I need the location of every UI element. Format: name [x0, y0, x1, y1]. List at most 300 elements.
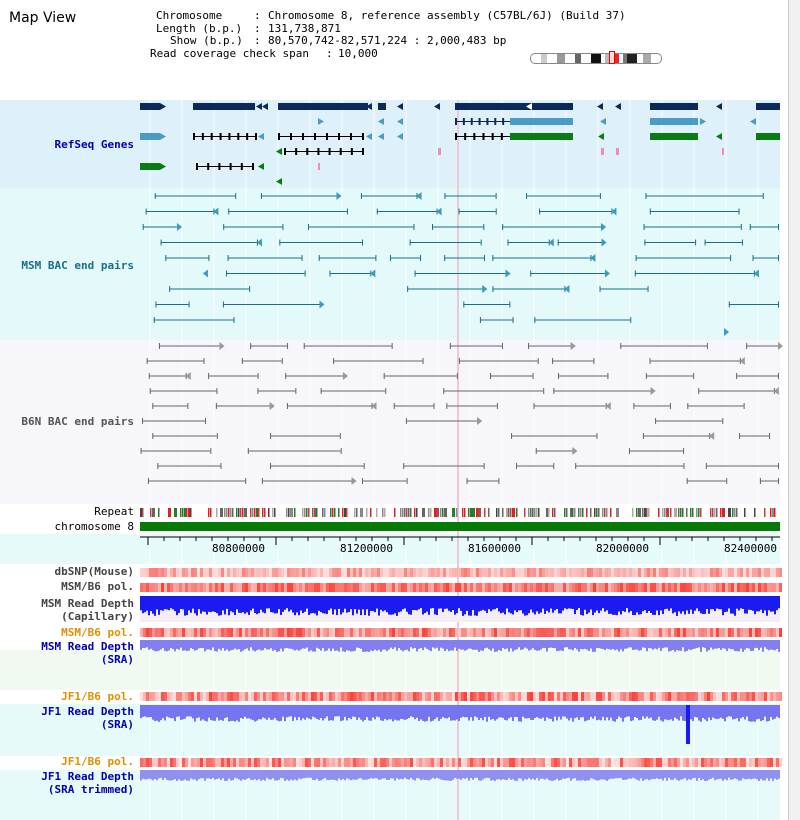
- bac-pair-end: [305, 271, 306, 277]
- heat-cell: [503, 628, 506, 637]
- repeat-mark: [700, 508, 702, 517]
- depth-bar: [712, 705, 714, 718]
- heat-cell: [329, 758, 332, 767]
- heat-cell: [467, 628, 470, 637]
- depth-bar: [698, 596, 700, 611]
- depth-bar: [382, 640, 384, 650]
- heat-cell: [470, 568, 473, 577]
- heat-cell: [632, 568, 635, 577]
- depth-bar: [180, 770, 182, 781]
- depth-bar: [504, 596, 506, 614]
- bac-pair-end: [407, 286, 408, 292]
- heat-cell: [356, 583, 359, 592]
- depth-bar: [668, 596, 670, 611]
- heat-cell: [197, 758, 200, 767]
- heat-cell: [179, 568, 182, 577]
- depth-bar: [450, 770, 452, 781]
- heat-cell: [353, 568, 356, 577]
- depth-bar: [632, 596, 634, 615]
- depth-bar: [224, 596, 226, 614]
- depth-bar: [244, 705, 246, 717]
- depth-bar: [372, 770, 374, 779]
- depth-bar: [604, 640, 606, 650]
- heat-cell: [233, 583, 236, 592]
- depth-bar: [724, 640, 726, 649]
- heat-cell: [248, 628, 251, 637]
- depth-bar: [480, 596, 482, 611]
- heat-cell: [341, 758, 344, 767]
- depth-bar: [270, 705, 272, 720]
- heat-cell: [554, 568, 557, 577]
- heat-cell: [758, 568, 761, 577]
- bac-pair-end: [375, 255, 376, 261]
- heat-cell: [707, 692, 710, 701]
- depth-bar: [454, 640, 456, 648]
- depth-bar: [350, 770, 352, 780]
- bac-pair-end: [502, 224, 503, 230]
- gene-block: [650, 133, 698, 140]
- heat-cell: [641, 628, 644, 637]
- bac-pair-end: [643, 433, 644, 439]
- heat-cell: [170, 758, 173, 767]
- heat-cell: [545, 583, 548, 592]
- bac-pair-end: [597, 433, 598, 439]
- gene-exon: [306, 148, 308, 155]
- heat-cell: [257, 758, 260, 767]
- bac-pair-end: [753, 255, 754, 261]
- heat-cell: [512, 628, 515, 637]
- depth-bar: [470, 640, 472, 649]
- depth-bar: [382, 596, 384, 611]
- depth-bar: [176, 770, 178, 781]
- depth-bar: [306, 640, 308, 648]
- bac-end-marker: [601, 223, 606, 231]
- depth-bar: [610, 596, 612, 614]
- heat-cell: [569, 628, 572, 637]
- heat-cell: [284, 692, 287, 701]
- depth-bar: [408, 640, 410, 651]
- heat-cell: [773, 692, 776, 701]
- depth-bar: [340, 705, 342, 721]
- heat-cell: [293, 583, 296, 592]
- depth-bar: [384, 770, 386, 778]
- depth-bar: [318, 770, 320, 781]
- heat-cell: [215, 628, 218, 637]
- depth-bar: [732, 770, 734, 779]
- heat-cell: [230, 628, 233, 637]
- bac-end-marker: [336, 192, 341, 200]
- depth-bar: [618, 640, 620, 652]
- depth-bar: [630, 596, 632, 611]
- depth-bar: [416, 596, 418, 610]
- depth-bar: [282, 640, 284, 651]
- bac-pair-end: [146, 209, 147, 215]
- depth-bar: [526, 705, 528, 718]
- depth-bar: [142, 705, 144, 717]
- heat-cell: [527, 583, 530, 592]
- bac-pair-end: [333, 358, 334, 364]
- depth-bar: [476, 596, 478, 616]
- gene-exon: [501, 133, 503, 140]
- msm-depth-sra-label-1: MSM Read Depth: [41, 640, 134, 653]
- depth-bar: [490, 770, 492, 781]
- depth-bar: [446, 770, 448, 780]
- depth-bar: [462, 640, 464, 650]
- depth-bar: [682, 596, 684, 611]
- depth-bar: [704, 705, 706, 719]
- depth-bar: [188, 705, 190, 716]
- bac-pair-end: [245, 478, 246, 484]
- depth-bar: [594, 705, 596, 716]
- heat-cell: [674, 628, 677, 637]
- heat-cell: [563, 568, 566, 577]
- depth-bar: [656, 705, 658, 720]
- heat-cell: [521, 628, 524, 637]
- depth-bar: [312, 596, 314, 613]
- heat-cell: [404, 692, 407, 701]
- msm-depth-cap-label-1: MSM Read Depth: [41, 597, 134, 610]
- depth-bar: [292, 770, 294, 780]
- depth-bar: [590, 705, 592, 717]
- depth-bar: [624, 705, 626, 718]
- depth-bar: [380, 705, 382, 720]
- bac-end-marker: [477, 417, 482, 425]
- heat-cell: [458, 758, 461, 767]
- heat-cell: [680, 758, 683, 767]
- heat-cell: [224, 758, 227, 767]
- depth-bar: [152, 770, 154, 780]
- depth-bar: [728, 705, 730, 716]
- heat-cell: [152, 628, 155, 637]
- depth-bar: [492, 596, 494, 610]
- depth-bar: [190, 705, 192, 717]
- heat-cell: [176, 583, 179, 592]
- heat-cell: [167, 628, 170, 637]
- depth-bar: [228, 705, 230, 721]
- bac-pair-end: [208, 255, 209, 261]
- depth-bar: [594, 640, 596, 652]
- heat-cell: [302, 583, 305, 592]
- heat-cell: [509, 758, 512, 767]
- heat-cell: [140, 692, 143, 701]
- bac-pair-end: [216, 403, 217, 409]
- depth-bar: [678, 705, 680, 720]
- depth-bar: [514, 596, 516, 610]
- heat-cell: [500, 692, 503, 701]
- depth-bar: [428, 640, 430, 650]
- depth-bar: [460, 640, 462, 650]
- gene-block: [510, 133, 573, 140]
- repeat-mark: [406, 508, 408, 517]
- depth-bar: [458, 770, 460, 779]
- heat-cell: [161, 568, 164, 577]
- depth-bar: [364, 770, 366, 780]
- msm-b6-pol2-label: MSM/B6 pol.: [61, 626, 134, 639]
- depth-bar: [338, 705, 340, 716]
- depth-bar: [580, 705, 582, 717]
- depth-bar: [328, 596, 330, 610]
- heat-cell: [701, 628, 704, 637]
- heat-cell: [284, 568, 287, 577]
- heat-cell: [749, 692, 752, 701]
- heat-cell: [389, 628, 392, 637]
- depth-bar: [180, 705, 182, 720]
- heat-cell: [482, 583, 485, 592]
- depth-bar: [526, 770, 528, 780]
- depth-bar: [774, 596, 776, 614]
- heat-cell: [176, 692, 179, 701]
- bac-pair-end: [705, 240, 706, 246]
- depth-bar: [502, 770, 504, 779]
- depth-bar: [632, 705, 634, 720]
- heat-cell: [719, 583, 722, 592]
- heat-cell: [293, 628, 296, 637]
- depth-bar: [740, 770, 742, 780]
- depth-bar: [368, 770, 370, 779]
- depth-bar: [348, 640, 350, 651]
- depth-bar: [234, 596, 236, 615]
- repeat-mark: [262, 508, 264, 517]
- heat-cell: [656, 583, 659, 592]
- heat-cell: [335, 568, 338, 577]
- bac-pair-end: [189, 302, 190, 308]
- depth-bar: [652, 770, 654, 779]
- repeat-mark: [638, 508, 641, 517]
- heat-cell: [437, 758, 440, 767]
- heat-cell: [386, 758, 389, 767]
- heat-cell: [590, 583, 593, 592]
- jf1-depth-sra-label-2: (SRA): [100, 718, 134, 731]
- depth-bar: [298, 770, 300, 778]
- heat-cell: [320, 758, 323, 767]
- bac-pair-end: [539, 209, 540, 215]
- depth-bar: [394, 705, 396, 720]
- depth-bar: [658, 640, 660, 648]
- heat-cell: [725, 628, 728, 637]
- depth-bar: [554, 596, 556, 610]
- bac-pair-end: [443, 388, 444, 394]
- depth-bar: [140, 770, 142, 780]
- gene-exon: [284, 148, 286, 155]
- heat-cell: [710, 628, 713, 637]
- bac-pair-end: [208, 373, 209, 379]
- gene-block: [650, 103, 698, 110]
- msm-depth-sra-label-2: (SRA): [100, 653, 134, 666]
- depth-bar: [170, 705, 172, 718]
- depth-bar: [436, 596, 438, 615]
- depth-bar: [422, 770, 424, 780]
- heat-cell: [206, 568, 209, 577]
- heat-cell: [299, 758, 302, 767]
- depth-bar: [294, 596, 296, 615]
- heat-cell: [584, 583, 587, 592]
- heat-cell: [779, 692, 782, 701]
- depth-bar: [338, 770, 340, 778]
- depth-bar: [242, 596, 244, 612]
- heat-cell: [779, 628, 782, 637]
- gene-exon: [252, 163, 254, 170]
- depth-bar: [432, 596, 434, 608]
- heat-cell: [776, 758, 779, 767]
- depth-bar: [450, 705, 452, 721]
- depth-bar: [272, 596, 274, 612]
- heat-cell: [335, 628, 338, 637]
- depth-bar: [582, 770, 584, 780]
- depth-bar: [520, 705, 522, 722]
- heat-cell: [560, 568, 563, 577]
- heat-cell: [191, 628, 194, 637]
- bac-pair-end: [536, 448, 537, 454]
- bac-pair-end: [169, 286, 170, 292]
- heat-cell: [539, 628, 542, 637]
- depth-bar: [468, 596, 470, 616]
- depth-bar: [756, 770, 758, 779]
- repeat-mark: [308, 508, 310, 517]
- heat-cell: [461, 758, 464, 767]
- heat-cell: [692, 583, 695, 592]
- depth-bar: [156, 596, 158, 609]
- heat-cell: [170, 628, 173, 637]
- heat-cell: [389, 692, 392, 701]
- heat-cell: [410, 568, 413, 577]
- depth-bar: [200, 640, 202, 648]
- depth-bar: [722, 596, 724, 615]
- heat-cell: [647, 692, 650, 701]
- depth-bar: [340, 596, 342, 615]
- heat-cell: [248, 583, 251, 592]
- depth-bar: [526, 596, 528, 615]
- heat-cell: [440, 692, 443, 701]
- heat-cell: [272, 568, 275, 577]
- depth-bar: [324, 770, 326, 778]
- depth-bar: [676, 596, 678, 616]
- bac-pair-end: [250, 343, 251, 349]
- bac-pair-end: [141, 448, 142, 454]
- heat-cell: [437, 692, 440, 701]
- heat-cell: [341, 692, 344, 701]
- heat-cell: [365, 758, 368, 767]
- vertical-scrollbar[interactable]: [788, 0, 800, 820]
- depth-bar: [304, 596, 306, 612]
- gene-exon: [196, 163, 198, 170]
- heat-cell: [386, 583, 389, 592]
- bac-pair-end: [154, 317, 155, 323]
- depth-bar: [410, 596, 412, 615]
- heat-cell: [401, 583, 404, 592]
- heat-cell: [287, 692, 290, 701]
- depth-bar: [414, 596, 416, 610]
- heat-cell: [638, 568, 641, 577]
- repeat-mark: [220, 508, 223, 517]
- bac-pair-end: [148, 478, 149, 484]
- depth-bar: [308, 770, 310, 778]
- depth-bar: [388, 705, 390, 719]
- depth-bar: [428, 596, 430, 615]
- depth-bar: [222, 770, 224, 778]
- depth-bar: [738, 705, 740, 721]
- heat-cell: [209, 628, 212, 637]
- depth-bar: [746, 770, 748, 779]
- depth-bar: [182, 640, 184, 651]
- depth-bar: [620, 640, 622, 649]
- repeat-mark: [312, 508, 314, 517]
- bac-end-marker: [220, 342, 225, 350]
- heat-cell: [650, 758, 653, 767]
- depth-bar: [438, 705, 440, 721]
- heat-cell: [383, 758, 386, 767]
- heat-cell: [440, 583, 443, 592]
- depth-bar: [548, 705, 550, 719]
- heat-cell: [323, 583, 326, 592]
- depth-bar: [744, 770, 746, 779]
- depth-bar: [390, 640, 392, 648]
- heat-cell: [740, 758, 743, 767]
- depth-bar: [622, 770, 624, 780]
- gene-block: [140, 133, 160, 140]
- depth-bar: [238, 640, 240, 649]
- depth-bar: [274, 596, 276, 613]
- heat-cell: [239, 568, 242, 577]
- heat-cell: [713, 568, 716, 577]
- heat-cell: [737, 692, 740, 701]
- depth-bar: [178, 705, 180, 716]
- gene-exon: [241, 163, 243, 170]
- heat-cell: [317, 568, 320, 577]
- depth-bar: [230, 770, 232, 780]
- depth-bar: [538, 640, 540, 651]
- depth-bar: [666, 705, 668, 720]
- depth-bar: [490, 596, 492, 611]
- repeat-mark: [678, 508, 680, 517]
- depth-bar: [552, 596, 554, 613]
- depth-bar: [548, 770, 550, 780]
- depth-bar: [584, 705, 586, 721]
- gene-block: [756, 133, 780, 140]
- depth-bar: [542, 640, 544, 648]
- repeat-mark: [342, 508, 344, 517]
- heat-cell: [485, 628, 488, 637]
- depth-bar: [664, 770, 666, 778]
- depth-bar: [440, 596, 442, 608]
- depth-bar: [346, 770, 348, 778]
- bac-pair-end: [362, 240, 363, 246]
- chromosome-ideogram[interactable]: [530, 53, 662, 64]
- heat-cell: [158, 692, 161, 701]
- bac-pair-end: [509, 302, 510, 308]
- gene-exon: [362, 148, 364, 155]
- depth-bar: [764, 770, 766, 780]
- heat-cell: [485, 583, 488, 592]
- bac-pair-end: [147, 358, 148, 364]
- heat-cell: [686, 758, 689, 767]
- depth-bar: [158, 770, 160, 778]
- gene-exon: [246, 133, 248, 140]
- depth-bar: [528, 705, 530, 718]
- heat-cell: [263, 568, 266, 577]
- depth-bar: [290, 770, 292, 780]
- depth-bar: [610, 705, 612, 718]
- heat-cell: [770, 628, 773, 637]
- heat-cell: [461, 628, 464, 637]
- depth-bar: [374, 705, 376, 719]
- heat-cell: [572, 758, 575, 767]
- depth-bar: [710, 770, 712, 779]
- depth-bar: [268, 640, 270, 649]
- heat-cell: [398, 628, 401, 637]
- repeat-mark: [440, 508, 442, 517]
- heat-cell: [161, 628, 164, 637]
- depth-bar: [566, 640, 568, 647]
